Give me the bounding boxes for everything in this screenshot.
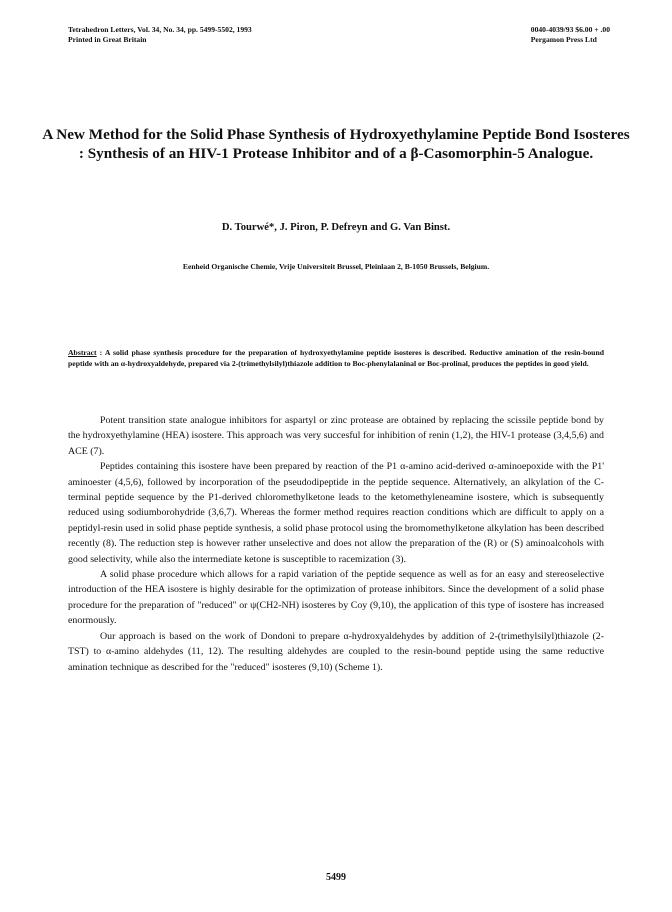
affiliation: Eenheid Organische Chemie, Vrije Universiteit Brussel, Pleinlaan 2, B-1050 Brussels, Belgium.: [182, 262, 490, 271]
body-text: [68, 413, 604, 675]
paragraph: A solid phase procedure which allows for a rapid variation of the peptide sequence as well as for an easy and stereoselective introduction of the HEA isostere is highly desirable for the optimization of protease inhibitors. Since the development of a solid phase procedure for the preparation of "reduced" or ψ(CH2-NH) isosteres by Coy (9,10), the application of this type of isostere has increased enormously.: [68, 569, 604, 627]
paragraph: Potent transition state analogue inhibitors for aspartyl or zinc protease are obtained by replacing the scissile peptide bond by the hydroxyethylamine (HEA) isostere. This approach was very succesful for inhibition of renin (1,2), the HIV-1 protease (3,4,5,6) and ACE (7).: [68, 415, 604, 457]
price-header: [531, 25, 610, 45]
publisher: Pergamon Press Ltd: [530, 35, 597, 44]
printed-in: Printed in Great Britain: [68, 35, 147, 44]
abstract-text: : A solid phase synthesis procedure for the preparation of hydroxyethylamine peptide isosteres is described. Reductive amination of the resin-bound peptide with an α-hydroxyaldehyde, prepared via 2-(trimethylsilyl)thiazole addition to Boc-phenylalaninal or Boc-prolinal, produces the peptides in good yield.: [68, 348, 604, 368]
page-number: 5499: [326, 872, 346, 883]
paragraph: Our approach is based on the work of Dondoni to prepare α-hydroxyaldehydes by addition of 2-(trimethylsilyl)thiazole (2-TST) to α-amino aldehydes (11, 12). The resulting aldehydes are coupled to the resin-bound peptide using the same reductive amination technique as described for the "reduced" isosteres (9,10) (Scheme 1).: [68, 630, 604, 673]
paper-title: A New Method for the Solid Phase Synthesis of Hydroxyethylamine Peptide Bond Isosteres : Synthesis of an HIV-1 Protease Inhibitor and of a β-Casomorphin-5 Analogue.: [42, 126, 630, 162]
journal-citation: Tetrahedron Letters, Vol. 34, No. 34, pp. 5499-5502, 1993: [68, 25, 252, 34]
abstract-label: Abstract: [68, 348, 97, 357]
paragraph: Peptides containing this isostere have been prepared by reaction of the P1 α-amino acid-derived α-aminoepoxide with the P1' aminoester (4,5,6), followed by incorporation of the pseudodipeptide in the peptide sequence. Alternatively, an alkylation of the C-terminal peptide sequence by the P1-derived chloromethylketone leads to the ketomethyleneamine isostere, which is subsequently reduced using sodiumborohydride (3,6,7). Whereas the former method requires reaction conditions which are difficult to apply on a peptidyl-resin used in solid phase peptide synthesis, a solid phase protocol using the bromomethylketone alkylation has been described recently (8). The reduction step is however rather unselective and does not allow the preparation of the (R) or (S) aminoalcohols with good selectivity, while also the intermediate ketone is susceptible to racemization (3).: [68, 461, 604, 565]
author-list: D. Tourwé*, J. Piron, P. Defreyn and G. Van Binst.: [221, 222, 451, 233]
abstract: [68, 348, 604, 369]
journal-header: [68, 25, 252, 45]
issn-price: 0040-4039/93 $6.00 + .00: [530, 25, 610, 34]
